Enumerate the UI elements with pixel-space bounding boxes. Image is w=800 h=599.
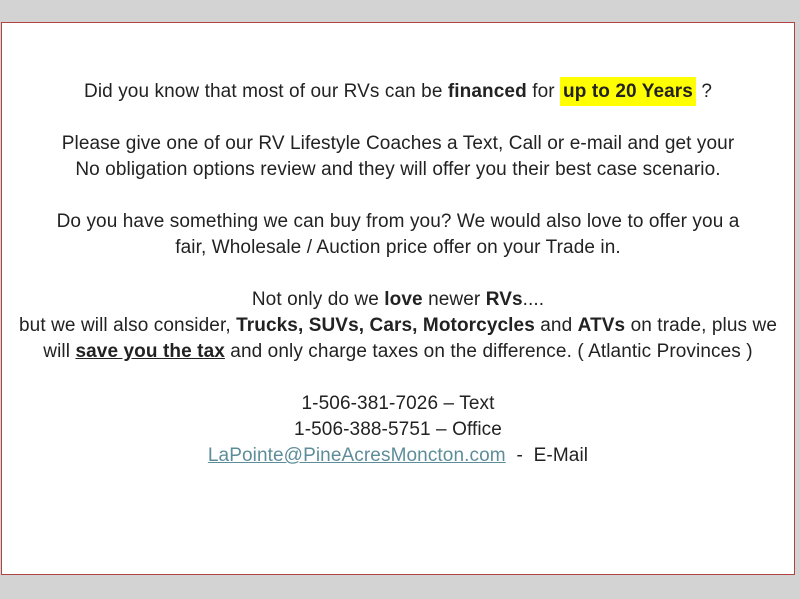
slide-canvas: [1, 22, 795, 575]
will-text: will: [43, 341, 76, 362]
vehicle-types-bold-text: Trucks, SUVs, Cars, Motorcycles: [236, 315, 535, 336]
highlighted-20-years-text: up to 20 Years: [560, 77, 696, 106]
coaches-line-1: Please give one of our RV Lifestyle Coaches a Text, Call or e-mail and get your: [61, 133, 735, 154]
difference-text: and only charge taxes on the difference. ( Atlantic Provinces ): [224, 341, 753, 362]
trade-line-2: [2, 313, 794, 339]
consider-text: but we will also consider,: [19, 315, 237, 336]
trade-ellipsis: ....: [522, 289, 545, 310]
love-bold-text: love: [384, 289, 423, 310]
trade-text-newer: newer: [422, 289, 486, 310]
buy-from-you-line-1: Do you have something we can buy from you? We would also love to offer you a: [56, 211, 740, 232]
financing-question-mark: ?: [695, 81, 712, 102]
email-link[interactable]: LaPointe@PineAcresMoncton.com: [207, 445, 506, 466]
coaches-line-2: No obligation options review and they will offer you their best case scenario.: [75, 159, 721, 180]
financed-bold-text: financed: [447, 81, 527, 102]
save-tax-bold-underline-text: save you the tax: [75, 341, 225, 362]
atvs-bold-text: ATVs: [577, 315, 626, 336]
and-text: and: [534, 315, 578, 336]
trade-text: Not only do we: [251, 289, 385, 310]
phone-text-line: 1-506-381-7026 – Text: [301, 393, 495, 414]
trade-line-3: [2, 339, 794, 365]
trade-paragraph: [2, 287, 794, 365]
financing-paragraph: [2, 79, 794, 105]
contact-paragraph: [2, 391, 794, 469]
phone-office-line: 1-506-388-5751 – Office: [294, 419, 502, 440]
rvs-bold-text: RVs: [485, 289, 523, 310]
on-trade-text: on trade, plus we: [625, 315, 777, 336]
email-suffix-text: - E-Mail: [505, 445, 589, 466]
coaches-paragraph: [2, 131, 794, 183]
trade-line-1: [2, 287, 794, 313]
financing-text: Did you know that most of our RVs can be: [84, 81, 448, 102]
financing-text-mid: for: [526, 81, 561, 102]
buy-from-you-paragraph: [2, 209, 794, 261]
financing-line: [2, 79, 794, 105]
email-line: [2, 443, 794, 469]
slide-content: [2, 23, 794, 469]
buy-from-you-line-2: fair, Wholesale / Auction price offer on your Trade in.: [175, 237, 621, 258]
